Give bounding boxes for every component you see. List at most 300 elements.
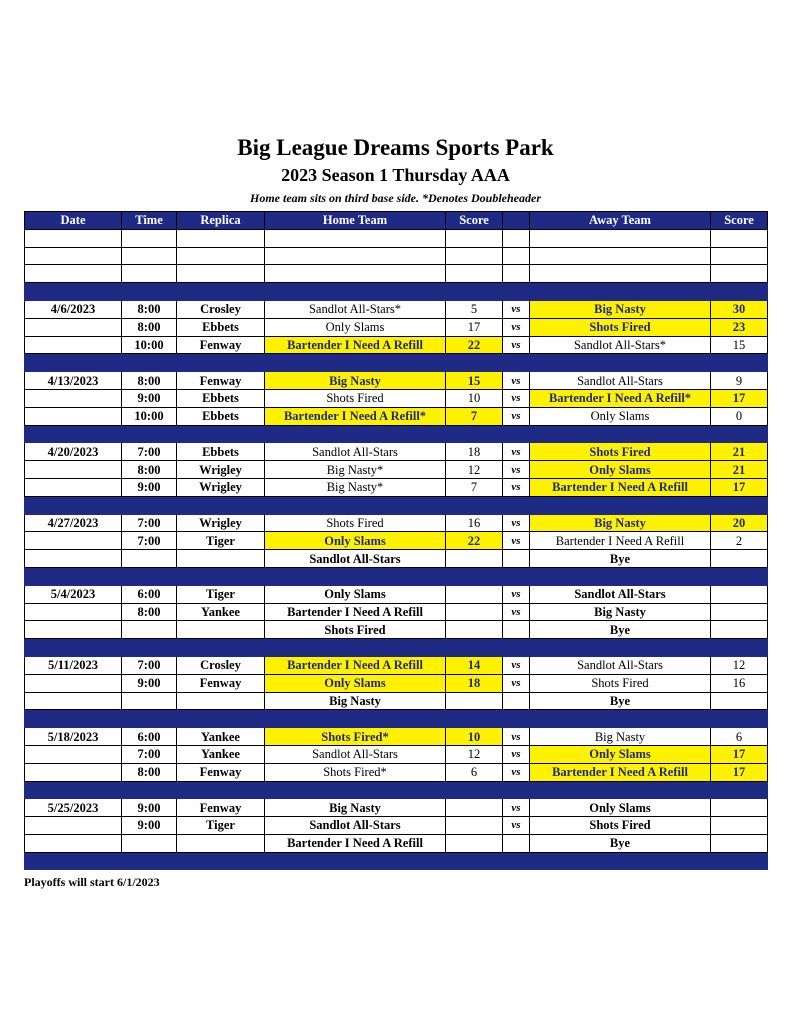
separator-cell	[530, 781, 711, 799]
separator-cell	[265, 283, 446, 301]
date-cell	[25, 763, 122, 781]
date-cell	[25, 692, 122, 710]
home-team-cell: Bartender I Need A Refill	[265, 336, 446, 354]
away-team-cell: Sandlot All-Stars	[530, 585, 711, 603]
home-score-cell: 18	[446, 674, 503, 692]
home-team-cell: Bartender I Need A Refill*	[265, 407, 446, 425]
home-team-cell: Big Nasty	[265, 692, 446, 710]
away-team-cell: Bye	[530, 834, 711, 852]
home-team-cell: Sandlot All-Stars	[265, 817, 446, 835]
vs-cell: vs	[503, 817, 530, 835]
blank-cell	[503, 229, 530, 247]
blank-cell	[265, 265, 446, 283]
time-cell: 7:00	[122, 514, 177, 532]
separator-cell	[177, 639, 265, 657]
replica-cell: Wrigley	[177, 514, 265, 532]
replica-cell: Crosley	[177, 300, 265, 318]
home-score-cell: 6	[446, 763, 503, 781]
home-team-cell: Shots Fired	[265, 389, 446, 407]
separator-row	[25, 639, 768, 657]
separator-row	[25, 710, 768, 728]
game-row	[25, 692, 768, 710]
home-score-cell: 14	[446, 656, 503, 674]
schedule-body	[25, 229, 768, 870]
away-team-cell: Sandlot All-Stars*	[530, 336, 711, 354]
separator-row	[25, 496, 768, 514]
game-row	[25, 585, 768, 603]
date-cell	[25, 407, 122, 425]
time-cell: 9:00	[122, 674, 177, 692]
blank-cell	[122, 229, 177, 247]
separator-cell	[25, 283, 122, 301]
away-score-cell: 15	[711, 336, 768, 354]
separator-cell	[711, 710, 768, 728]
time-cell: 8:00	[122, 372, 177, 390]
time-cell: 9:00	[122, 389, 177, 407]
separator-cell	[503, 567, 530, 585]
game-row	[25, 817, 768, 835]
separator-cell	[25, 781, 122, 799]
blank-cell	[446, 229, 503, 247]
replica-cell	[177, 621, 265, 639]
separator-cell	[503, 425, 530, 443]
time-cell: 7:00	[122, 532, 177, 550]
home-score-cell: 18	[446, 443, 503, 461]
game-row	[25, 318, 768, 336]
separator-cell	[503, 781, 530, 799]
time-cell: 8:00	[122, 603, 177, 621]
separator-cell	[503, 354, 530, 372]
separator-cell	[503, 496, 530, 514]
separator-cell	[25, 639, 122, 657]
col-away-score: Score	[711, 212, 768, 230]
blank-cell	[122, 247, 177, 265]
separator-cell	[446, 781, 503, 799]
replica-cell: Yankee	[177, 745, 265, 763]
replica-cell: Tiger	[177, 585, 265, 603]
blank-cell	[503, 265, 530, 283]
home-team-cell: Bartender I Need A Refill	[265, 603, 446, 621]
game-row	[25, 728, 768, 746]
home-team-cell: Sandlot All-Stars*	[265, 300, 446, 318]
blank-cell	[711, 265, 768, 283]
time-cell: 10:00	[122, 336, 177, 354]
date-cell: 4/6/2023	[25, 300, 122, 318]
col-time: Time	[122, 212, 177, 230]
replica-cell: Tiger	[177, 817, 265, 835]
home-team-cell: Only Slams	[265, 318, 446, 336]
separator-cell	[122, 710, 177, 728]
vs-cell: vs	[503, 300, 530, 318]
game-row	[25, 550, 768, 568]
replica-cell: Fenway	[177, 336, 265, 354]
separator-cell	[122, 425, 177, 443]
separator-cell	[711, 425, 768, 443]
separator-cell	[530, 354, 711, 372]
home-team-cell: Big Nasty	[265, 372, 446, 390]
replica-cell	[177, 692, 265, 710]
separator-cell	[177, 781, 265, 799]
separator-row	[25, 781, 768, 799]
replica-cell	[177, 550, 265, 568]
home-score-cell: 10	[446, 728, 503, 746]
blank-row	[25, 229, 768, 247]
game-row	[25, 407, 768, 425]
date-cell: 5/25/2023	[25, 799, 122, 817]
game-row	[25, 461, 768, 479]
home-score-cell: 12	[446, 745, 503, 763]
home-team-cell: Shots Fired	[265, 621, 446, 639]
home-score-cell: 12	[446, 461, 503, 479]
separator-row	[25, 852, 768, 870]
blank-cell	[530, 247, 711, 265]
home-team-cell: Only Slams	[265, 674, 446, 692]
away-score-cell: 21	[711, 461, 768, 479]
time-cell: 9:00	[122, 799, 177, 817]
game-row	[25, 336, 768, 354]
away-score-cell: 23	[711, 318, 768, 336]
away-team-cell: Big Nasty	[530, 603, 711, 621]
separator-cell	[446, 496, 503, 514]
home-score-cell: 16	[446, 514, 503, 532]
game-row	[25, 763, 768, 781]
replica-cell: Yankee	[177, 603, 265, 621]
blank-cell	[446, 247, 503, 265]
away-team-cell: Only Slams	[530, 799, 711, 817]
date-cell	[25, 389, 122, 407]
away-team-cell: Shots Fired	[530, 318, 711, 336]
date-cell	[25, 834, 122, 852]
time-cell: 7:00	[122, 443, 177, 461]
away-score-cell	[711, 550, 768, 568]
time-cell	[122, 621, 177, 639]
away-team-cell: Only Slams	[530, 745, 711, 763]
home-score-cell: 22	[446, 532, 503, 550]
blank-cell	[446, 265, 503, 283]
separator-row	[25, 283, 768, 301]
vs-cell: vs	[503, 336, 530, 354]
away-team-cell: Bartender I Need A Refill	[530, 478, 711, 496]
date-cell: 4/13/2023	[25, 372, 122, 390]
home-score-cell	[446, 799, 503, 817]
vs-cell: vs	[503, 478, 530, 496]
date-cell	[25, 532, 122, 550]
separator-cell	[711, 283, 768, 301]
vs-cell: vs	[503, 799, 530, 817]
date-cell	[25, 603, 122, 621]
date-cell: 4/27/2023	[25, 514, 122, 532]
date-cell: 4/20/2023	[25, 443, 122, 461]
vs-cell: vs	[503, 656, 530, 674]
game-row	[25, 443, 768, 461]
time-cell: 8:00	[122, 763, 177, 781]
home-score-cell: 10	[446, 389, 503, 407]
away-score-cell: 30	[711, 300, 768, 318]
separator-cell	[446, 567, 503, 585]
blank-cell	[25, 229, 122, 247]
home-team-cell: Shots Fired*	[265, 763, 446, 781]
game-row	[25, 656, 768, 674]
away-team-cell: Shots Fired	[530, 443, 711, 461]
col-home-score: Score	[446, 212, 503, 230]
page-title: Big League Dreams Sports Park	[237, 135, 554, 160]
separator-cell	[265, 639, 446, 657]
away-team-cell: Bartender I Need A Refill	[530, 532, 711, 550]
vs-cell: vs	[503, 389, 530, 407]
home-score-cell	[446, 834, 503, 852]
separator-cell	[446, 639, 503, 657]
date-cell	[25, 336, 122, 354]
away-team-cell: Big Nasty	[530, 728, 711, 746]
separator-cell	[25, 354, 122, 372]
time-cell: 8:00	[122, 300, 177, 318]
game-row	[25, 745, 768, 763]
away-score-cell	[711, 692, 768, 710]
separator-cell	[122, 852, 177, 870]
vs-cell: vs	[503, 585, 530, 603]
home-score-cell: 7	[446, 407, 503, 425]
home-score-cell	[446, 692, 503, 710]
separator-cell	[177, 567, 265, 585]
separator-cell	[446, 710, 503, 728]
separator-cell	[265, 425, 446, 443]
separator-cell	[265, 710, 446, 728]
vs-cell: vs	[503, 514, 530, 532]
separator-cell	[265, 852, 446, 870]
home-team-cell: Shots Fired*	[265, 728, 446, 746]
blank-cell	[503, 247, 530, 265]
replica-cell: Ebbets	[177, 407, 265, 425]
blank-cell	[265, 229, 446, 247]
home-score-cell: 22	[446, 336, 503, 354]
separator-cell	[177, 710, 265, 728]
away-team-cell: Only Slams	[530, 461, 711, 479]
separator-cell	[177, 425, 265, 443]
vs-cell: vs	[503, 461, 530, 479]
separator-cell	[122, 781, 177, 799]
separator-cell	[711, 354, 768, 372]
away-score-cell: 2	[711, 532, 768, 550]
separator-cell	[265, 354, 446, 372]
separator-cell	[446, 283, 503, 301]
replica-cell: Fenway	[177, 372, 265, 390]
away-team-cell: Shots Fired	[530, 817, 711, 835]
blank-cell	[177, 229, 265, 247]
replica-cell: Yankee	[177, 728, 265, 746]
separator-cell	[446, 354, 503, 372]
separator-cell	[711, 852, 768, 870]
date-cell: 5/18/2023	[25, 728, 122, 746]
blank-row	[25, 247, 768, 265]
away-team-cell: Bartender I Need A Refill*	[530, 389, 711, 407]
game-row	[25, 300, 768, 318]
date-cell	[25, 674, 122, 692]
schedule-table	[24, 211, 768, 870]
game-row	[25, 834, 768, 852]
game-row	[25, 478, 768, 496]
game-row	[25, 532, 768, 550]
away-score-cell: 9	[711, 372, 768, 390]
home-team-cell: Sandlot All-Stars	[265, 443, 446, 461]
col-vs	[503, 212, 530, 230]
header-row	[25, 212, 768, 230]
replica-cell: Wrigley	[177, 461, 265, 479]
separator-cell	[25, 496, 122, 514]
separator-cell	[122, 354, 177, 372]
away-team-cell: Sandlot All-Stars	[530, 656, 711, 674]
replica-cell: Fenway	[177, 674, 265, 692]
date-cell	[25, 550, 122, 568]
vs-cell	[503, 550, 530, 568]
separator-cell	[711, 781, 768, 799]
separator-cell	[122, 567, 177, 585]
home-score-cell: 5	[446, 300, 503, 318]
separator-cell	[530, 425, 711, 443]
date-cell	[25, 745, 122, 763]
time-cell	[122, 834, 177, 852]
home-score-cell	[446, 817, 503, 835]
time-cell	[122, 692, 177, 710]
separator-cell	[446, 425, 503, 443]
date-cell	[25, 817, 122, 835]
separator-cell	[265, 567, 446, 585]
vs-cell: vs	[503, 318, 530, 336]
blank-cell	[177, 265, 265, 283]
separator-cell	[530, 852, 711, 870]
time-cell: 7:00	[122, 745, 177, 763]
time-cell: 6:00	[122, 728, 177, 746]
blank-cell	[711, 229, 768, 247]
replica-cell: Tiger	[177, 532, 265, 550]
home-team-cell: Bartender I Need A Refill	[265, 656, 446, 674]
vs-cell: vs	[503, 728, 530, 746]
replica-cell: Crosley	[177, 656, 265, 674]
col-away-team: Away Team	[530, 212, 711, 230]
vs-cell	[503, 692, 530, 710]
away-team-cell: Sandlot All-Stars	[530, 372, 711, 390]
separator-cell	[177, 852, 265, 870]
away-score-cell	[711, 621, 768, 639]
replica-cell	[177, 834, 265, 852]
replica-cell: Ebbets	[177, 443, 265, 461]
blank-cell	[25, 247, 122, 265]
col-replica: Replica	[177, 212, 265, 230]
away-score-cell	[711, 603, 768, 621]
home-team-cell: Only Slams	[265, 532, 446, 550]
date-cell: 5/11/2023	[25, 656, 122, 674]
away-score-cell: 20	[711, 514, 768, 532]
home-score-cell: 15	[446, 372, 503, 390]
separator-cell	[530, 567, 711, 585]
separator-cell	[122, 639, 177, 657]
game-row	[25, 514, 768, 532]
home-team-cell: Only Slams	[265, 585, 446, 603]
away-score-cell	[711, 799, 768, 817]
vs-cell	[503, 834, 530, 852]
vs-cell: vs	[503, 532, 530, 550]
date-cell: 5/4/2023	[25, 585, 122, 603]
separator-cell	[177, 496, 265, 514]
away-team-cell: Bye	[530, 692, 711, 710]
page-subtitle: 2023 Season 1 Thursday AAA	[281, 165, 510, 185]
separator-cell	[122, 496, 177, 514]
separator-cell	[25, 710, 122, 728]
date-cell	[25, 318, 122, 336]
replica-cell: Wrigley	[177, 478, 265, 496]
replica-cell: Fenway	[177, 763, 265, 781]
game-row	[25, 799, 768, 817]
replica-cell: Fenway	[177, 799, 265, 817]
blank-cell	[530, 265, 711, 283]
time-cell: 9:00	[122, 478, 177, 496]
away-score-cell	[711, 817, 768, 835]
col-home-team: Home Team	[265, 212, 446, 230]
separator-cell	[25, 567, 122, 585]
home-score-cell: 7	[446, 478, 503, 496]
separator-cell	[530, 639, 711, 657]
game-row	[25, 603, 768, 621]
away-score-cell: 16	[711, 674, 768, 692]
replica-cell: Ebbets	[177, 389, 265, 407]
away-team-cell: Shots Fired	[530, 674, 711, 692]
blank-cell	[177, 247, 265, 265]
separator-cell	[122, 283, 177, 301]
time-cell: 10:00	[122, 407, 177, 425]
game-row	[25, 674, 768, 692]
date-cell	[25, 621, 122, 639]
away-team-cell: Bye	[530, 621, 711, 639]
home-team-cell: Sandlot All-Stars	[265, 745, 446, 763]
separator-cell	[503, 283, 530, 301]
home-score-cell: 17	[446, 318, 503, 336]
separator-row	[25, 425, 768, 443]
vs-cell: vs	[503, 763, 530, 781]
away-team-cell: Bartender I Need A Refill	[530, 763, 711, 781]
separator-cell	[530, 496, 711, 514]
home-team-cell: Shots Fired	[265, 514, 446, 532]
separator-cell	[25, 852, 122, 870]
header-note: Home team sits on third base side. *Denotes Doubleheader	[250, 191, 541, 205]
time-cell: 7:00	[122, 656, 177, 674]
away-team-cell: Big Nasty	[530, 514, 711, 532]
col-date: Date	[25, 212, 122, 230]
home-team-cell: Big Nasty*	[265, 461, 446, 479]
separator-cell	[711, 567, 768, 585]
home-score-cell	[446, 550, 503, 568]
away-team-cell: Bye	[530, 550, 711, 568]
blank-row	[25, 265, 768, 283]
vs-cell	[503, 621, 530, 639]
time-cell: 9:00	[122, 817, 177, 835]
blank-cell	[711, 247, 768, 265]
time-cell: 8:00	[122, 318, 177, 336]
separator-cell	[711, 639, 768, 657]
separator-cell	[530, 710, 711, 728]
separator-cell	[503, 639, 530, 657]
away-score-cell: 12	[711, 656, 768, 674]
game-row	[25, 372, 768, 390]
separator-cell	[177, 354, 265, 372]
home-team-cell: Bartender I Need A Refill	[265, 834, 446, 852]
vs-cell: vs	[503, 674, 530, 692]
replica-cell: Ebbets	[177, 318, 265, 336]
separator-row	[25, 354, 768, 372]
separator-row	[25, 567, 768, 585]
blank-cell	[122, 265, 177, 283]
away-score-cell: 17	[711, 478, 768, 496]
away-score-cell: 17	[711, 763, 768, 781]
separator-cell	[530, 283, 711, 301]
